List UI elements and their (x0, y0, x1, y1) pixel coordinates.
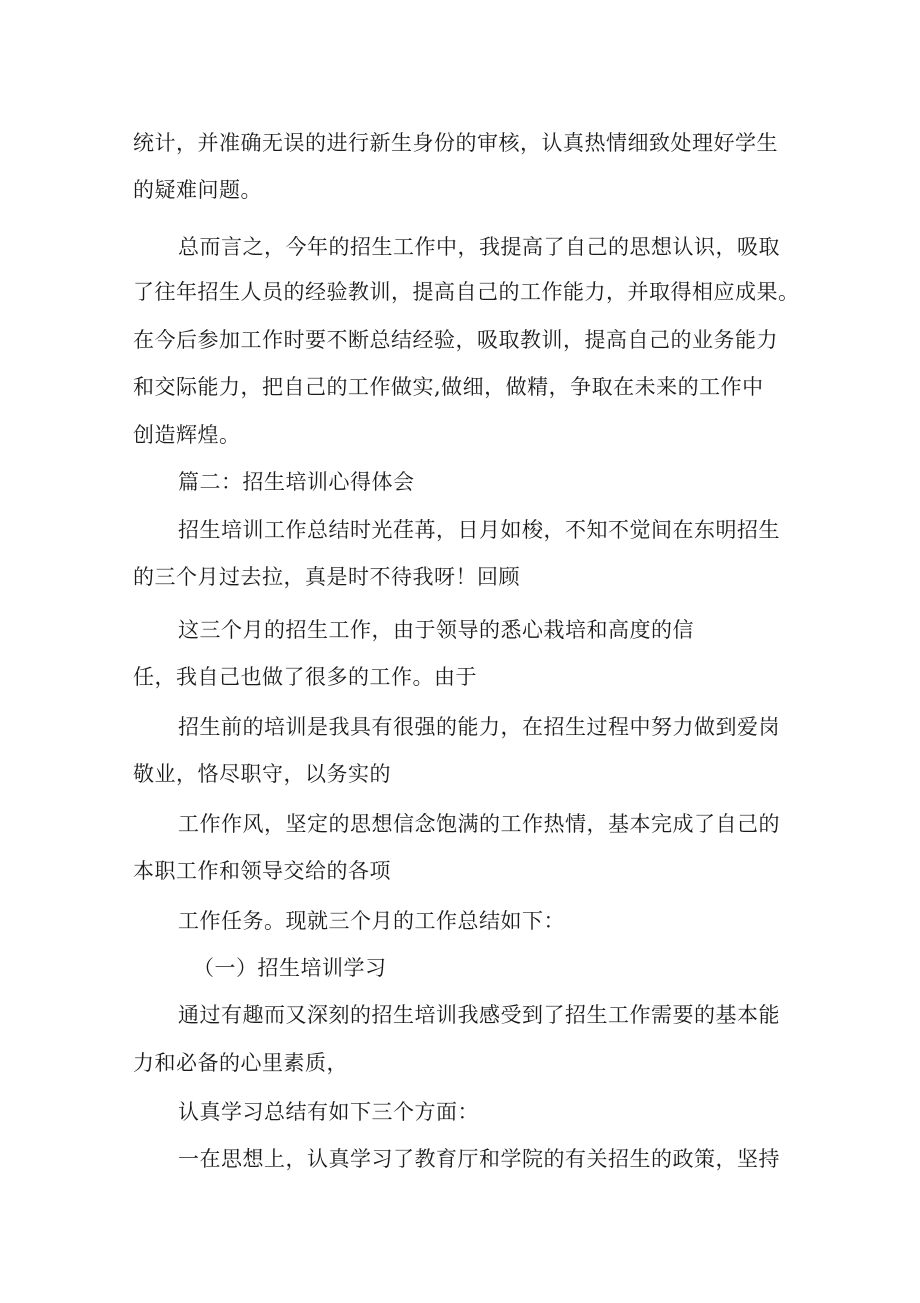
subsection-heading: （一）招生培训学习 (193, 956, 387, 980)
text-line: 一在思想上，认真学习了教育厅和学院的有关招生的政策，坚持 (178, 1147, 780, 1171)
text-line: 认真学习总结有如下三个方面： (178, 1100, 479, 1124)
text-line: 力和必备的心里素质， (133, 1051, 348, 1075)
text-line: 工作任务。现就三个月的工作总结如下： (178, 909, 565, 933)
text-line: 统计，并准确无误的进行新生身份的审核，认真热情细致处理好学生 (133, 131, 778, 155)
text-line: 了往年招生人员的经验教训，提高自己的工作能力，并取得相应成果。 (133, 280, 800, 304)
text-line: 总而言之，今年的招生工作中，我提高了自己的思想认识，吸取 (178, 235, 780, 259)
text-line: 招生培训工作总结时光荏苒，日月如梭，不知不觉间在东明招生 (178, 518, 780, 542)
text-line: 的疑难问题。 (133, 178, 262, 202)
text-line: 敬业，恪尽职守，以务实的 (133, 762, 391, 786)
text-line: 创造辉煌。 (133, 423, 241, 447)
text-line: 通过有趣而又深刻的招生培训我感受到了招生工作需要的基本能 (178, 1003, 780, 1027)
text-line: 工作作风，坚定的思想信念饱满的工作热情，基本完成了自己的 (178, 812, 780, 836)
text-line: 本职工作和领导交给的各项 (133, 859, 391, 883)
text-line: 这三个月的招生工作，由于领导的悉心栽培和高度的信 (178, 618, 694, 642)
text-line: 的三个月过去拉，真是时不待我呀！回顾 (133, 565, 520, 589)
text-line: 任，我自己也做了很多的工作。由于 (133, 665, 477, 689)
section-heading: 篇二：招生培训心得体会 (178, 470, 415, 494)
text-line: 招生前的培训是我具有很强的能力，在招生过程中努力做到爱岗 (178, 715, 780, 739)
text-line: 和交际能力，把自己的工作做实,做细，做精，争取在未来的工作中 (133, 375, 764, 399)
text-line: 在今后参加工作时要不断总结经验，吸取教训，提高自己的业务能力 (133, 328, 778, 352)
